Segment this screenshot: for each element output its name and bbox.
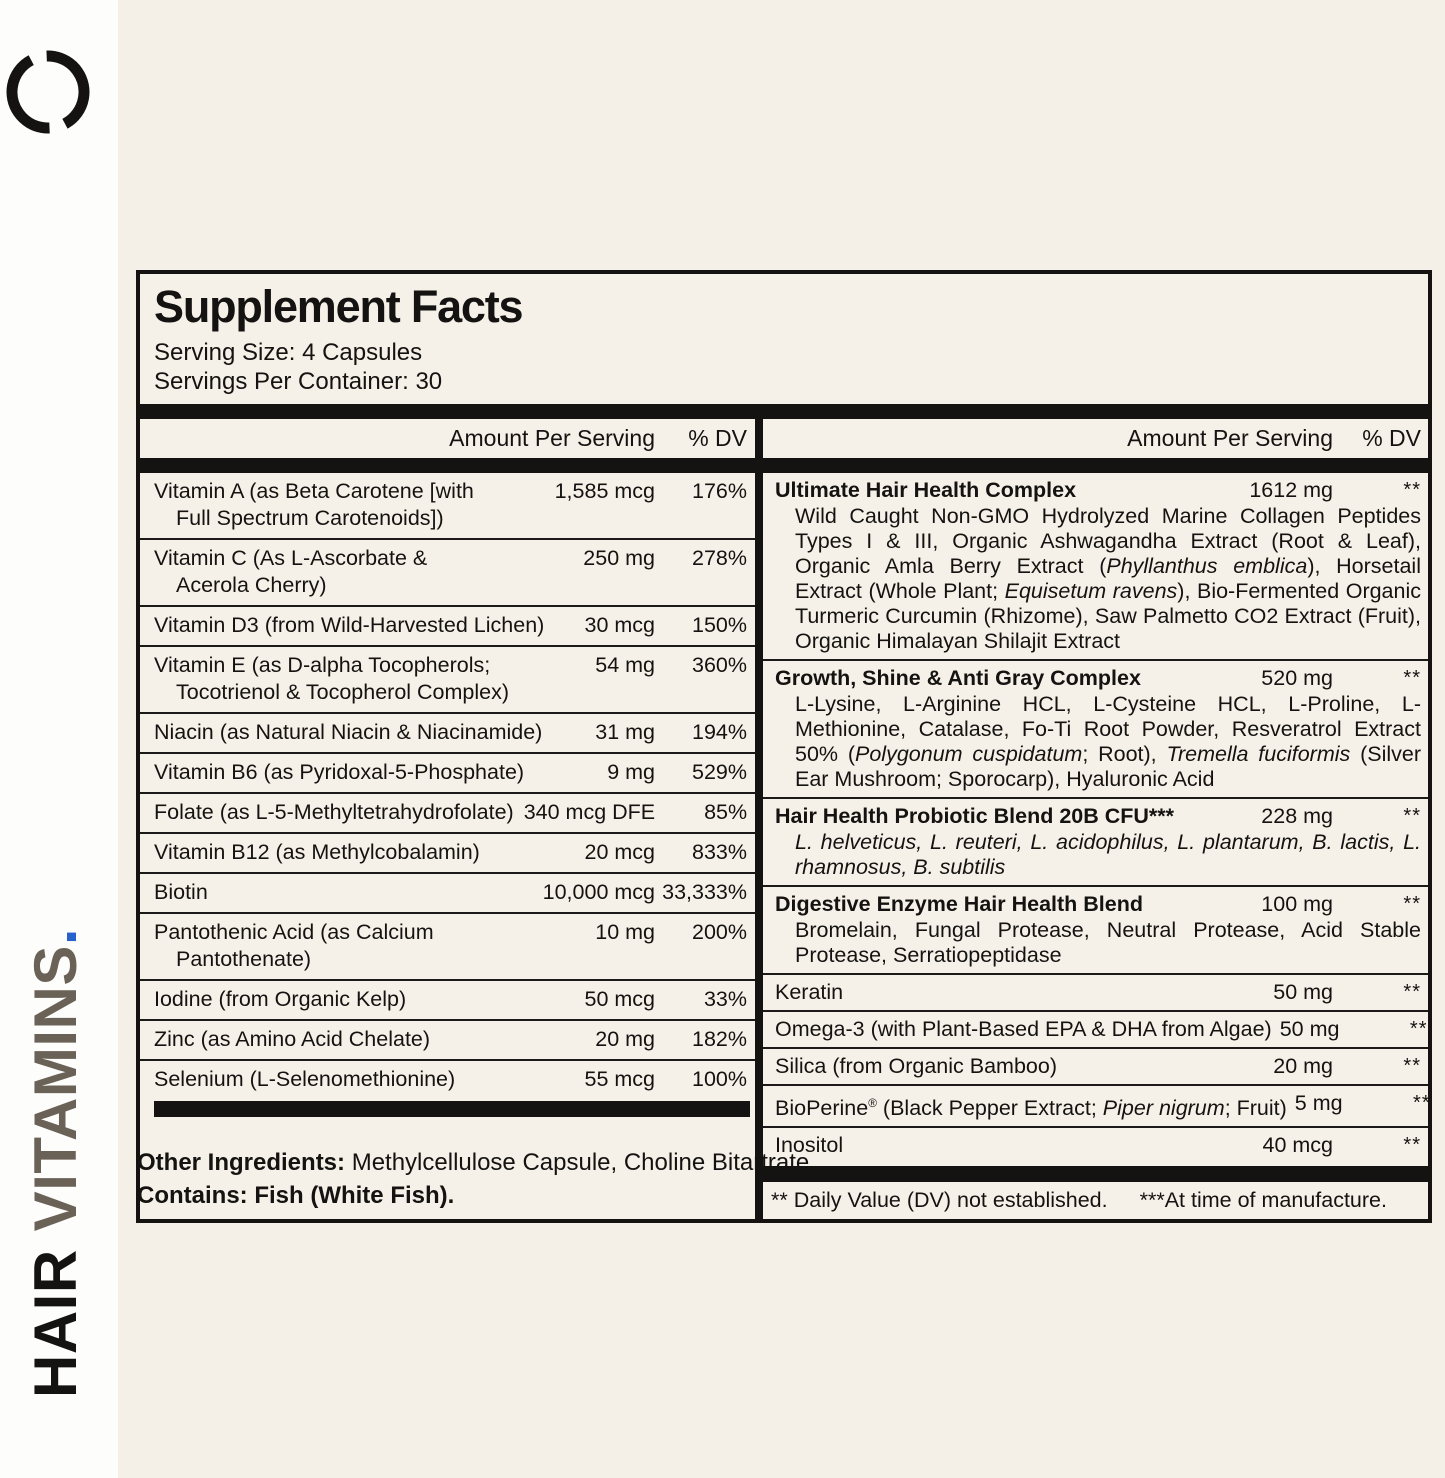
blend-dv: ** (1403, 1055, 1421, 1077)
left-column (140, 473, 755, 1219)
dv-footnote: ** Daily Value (DV) not established. (771, 1188, 1108, 1213)
nutrient-name: Pantothenic Acid (as Calcium Pantothenate) (154, 920, 434, 971)
nutrient-name: Vitamin E (as D-alpha Tocopherols; Tocotrienol & Tocopherol Complex) (154, 653, 510, 704)
blend-amount: 1612 mg (1249, 478, 1333, 502)
nutrient-name: Vitamin B6 (as Pyridoxal-5-Phosphate) (154, 760, 525, 784)
divider-bar-under-headers (140, 458, 1428, 473)
nutrient-name: Vitamin D3 (from Wild-Harvested Lichen) (154, 613, 545, 637)
other-ingredients-label: Other Ingredients: (137, 1149, 346, 1176)
nutrient-dv: 176% (692, 479, 747, 503)
blend-amount: 50 mg (1279, 1017, 1340, 1041)
table-row (140, 538, 755, 605)
panel-header (140, 274, 1428, 396)
panel-title: Supplement Facts (154, 281, 523, 332)
supplement-left-rows (140, 473, 755, 1099)
amount-header-left: Amount Per Serving (449, 425, 655, 451)
table-row (140, 872, 755, 912)
serving-size: Serving Size: 4 Capsules (154, 339, 423, 366)
table-row (763, 1047, 1428, 1084)
blend-ingredients: Wild Caught Non-GMO Hydrolyzed Marine Collagen Peptides Types I & III, Organic Ashwagandha Extract (Root & Leaf), Organic Amla Berry Extract (Phyllanthus emblica), Horsetail Extract (Whole Plant; Equisetum ravens), Bio-Fermented Organic Turmeric Curcumin (Rhizome), Saw Palmetto CO2 Extract (Fruit), Organic Himalayan Shilajit Extract (795, 504, 1422, 653)
blend-name: Digestive Enzyme Hair Health Blend (775, 892, 1143, 916)
blend-amount: 228 mg (1261, 804, 1333, 828)
panel-body (140, 473, 1431, 1219)
blend-amount: 100 mg (1261, 892, 1333, 916)
blend-name: Keratin (775, 980, 844, 1004)
nutrient-name: Zinc (as Amino Acid Chelate) (154, 1027, 431, 1051)
right-column-end-bar (763, 1166, 1428, 1182)
footnotes (763, 1182, 1428, 1219)
nutrient-dv: 100% (692, 1067, 747, 1091)
table-row (763, 659, 1428, 797)
nutrient-amount: 50 mcg (584, 987, 655, 1011)
nutrient-name: Biotin (154, 880, 208, 904)
nutrient-name: Niacin (as Natural Niacin & Niacinamide) (154, 720, 543, 744)
blend-amount: 50 mg (1273, 980, 1333, 1004)
blend-name: Growth, Shine & Anti Gray Complex (775, 666, 1141, 690)
nutrient-dv: 33% (703, 987, 747, 1011)
nutrient-name: Vitamin A (as Beta Carotene [with Full Spectrum Carotenoids]) (154, 479, 474, 530)
nutrient-amount: 55 mcg (584, 1067, 655, 1091)
nutrient-dv: 194% (692, 720, 747, 744)
nutrient-amount: 10,000 mcg (542, 880, 655, 904)
supplement-facts-panel (136, 270, 1432, 1223)
left-column-end-bar (154, 1101, 750, 1117)
blend-name: BioPerine® (Black Pepper Extract; Piper nigrum; Fruit) (775, 1096, 1287, 1121)
amount-header-right: Amount Per Serving (1127, 425, 1333, 451)
nutrient-amount: 20 mcg (584, 840, 655, 864)
brand-word-vitamins: VITAMINS (22, 945, 89, 1232)
table-row (763, 473, 1428, 659)
nutrient-name: Vitamin B12 (as Methylcobalamin) (154, 840, 480, 864)
table-row (140, 752, 755, 792)
table-row (140, 792, 755, 832)
left-column-header (140, 419, 755, 458)
table-row (140, 473, 755, 538)
table-row (140, 605, 755, 645)
nutrient-amount: 1,585 mcg (554, 479, 655, 503)
nutrient-dv: 182% (692, 1027, 747, 1051)
nutrient-name: Selenium (L-Selenomethionine) (154, 1067, 456, 1091)
servings-per-container: Servings Per Container: 30 (154, 368, 443, 395)
nutrient-amount: 20 mg (595, 1027, 655, 1051)
table-row (140, 912, 755, 979)
nutrient-name: Iodine (from Organic Kelp) (154, 987, 407, 1011)
blend-ingredients: L-Lysine, L-Arginine HCL, L-Cysteine HCL, L-Proline, L-Methionine, Catalase, Fo-Ti Root Powder, Resveratrol Extract 50% (Polygonum cuspidatum; Root), Tremella fuciformis (Silver Ear Mushroom; Sporocarp), Hyaluronic Acid (795, 692, 1421, 791)
vertical-brand-text (24, 928, 88, 1398)
nutrient-name: Folate (as L-5-Methyltetrahydrofolate) (154, 800, 514, 824)
nutrient-dv: 200% (692, 920, 747, 944)
blend-dv: ** (1403, 1134, 1421, 1157)
supplement-right-rows (763, 473, 1431, 1163)
brand-word-hair: HAIR (22, 1249, 89, 1398)
blend-amount: 20 mg (1273, 1054, 1333, 1078)
nutrient-name: Vitamin C (As L-Ascorbate & Acerola Cherry) (154, 546, 428, 597)
nutrient-amount: 250 mg (583, 546, 655, 570)
table-row (763, 1010, 1428, 1047)
table-row (763, 885, 1428, 973)
column-divider (755, 419, 763, 458)
brand-dot: . (22, 927, 89, 946)
nutrient-amount: 54 mg (595, 653, 655, 677)
dv-header-left: % DV (688, 425, 747, 451)
other-ingredients-line (137, 1146, 816, 1179)
contains-line: Contains: Fish (White Fish). (137, 1182, 455, 1209)
below-panel-text (137, 1146, 816, 1212)
blend-dv: ** (1413, 1092, 1431, 1114)
table-row (140, 645, 755, 712)
blend-dv: ** (1403, 805, 1421, 827)
blend-amount: 40 mcg (1262, 1133, 1333, 1158)
nutrient-dv: 33,333% (662, 880, 747, 904)
nutrient-dv: 85% (704, 800, 748, 824)
table-row (140, 712, 755, 752)
blend-ingredients: L. helveticus, L. reuteri, L. acidophilus, L. plantarum, B. lactis, L. rhamnosus, B. subtilis (795, 830, 1421, 879)
blend-dv: ** (1409, 1018, 1428, 1040)
table-row (140, 832, 755, 872)
nutrient-amount: 31 mg (595, 720, 655, 744)
nutrient-dv: 150% (692, 613, 747, 637)
nutrient-amount: 10 mg (595, 920, 655, 944)
table-row (763, 1084, 1431, 1126)
table-row (140, 1019, 755, 1059)
broken-circle-logo-icon (6, 50, 90, 134)
blend-name: Ultimate Hair Health Complex (775, 478, 1077, 502)
blend-name: Silica (from Organic Bamboo) (775, 1054, 1057, 1078)
nutrient-dv: 529% (692, 760, 747, 784)
blend-dv: ** (1403, 479, 1421, 501)
nutrient-dv: 360% (692, 653, 747, 677)
right-column (763, 473, 1431, 1219)
nutrient-amount: 9 mg (607, 760, 655, 784)
nutrient-amount: 340 mcg DFE (523, 800, 656, 824)
blend-amount: 520 mg (1261, 666, 1333, 690)
column-headers-row (140, 419, 1428, 458)
divider-bar-top (140, 404, 1428, 419)
table-row (140, 979, 755, 1019)
blend-ingredients: Bromelain, Fungal Protease, Neutral Protease, Acid Stable Protease, Serratiopeptidase (795, 918, 1421, 967)
blend-name: Inositol (775, 1133, 844, 1158)
blend-name: Omega-3 (with Plant-Based EPA & DHA from Algae) (775, 1017, 1272, 1041)
nutrient-dv: 278% (692, 546, 747, 570)
column-divider (755, 473, 763, 1219)
manufacture-footnote: ***At time of manufacture. (1139, 1188, 1387, 1213)
right-column-header (763, 419, 1428, 458)
other-ingredients-text: Methylcellulose Capsule, Choline Bitartrate. (345, 1149, 816, 1176)
blend-dv: ** (1403, 667, 1421, 689)
nutrient-dv: 833% (692, 840, 747, 864)
blend-name: Hair Health Probiotic Blend 20B CFU*** (775, 804, 1175, 828)
blend-dv: ** (1403, 981, 1421, 1003)
table-row (763, 1126, 1428, 1163)
table-row (763, 973, 1428, 1010)
table-row (140, 1059, 755, 1099)
dv-header-right: % DV (1362, 425, 1421, 451)
blend-dv: ** (1403, 893, 1421, 915)
nutrient-amount: 30 mcg (584, 613, 655, 637)
table-row (763, 797, 1428, 885)
blend-amount: 5 mg (1294, 1091, 1343, 1115)
